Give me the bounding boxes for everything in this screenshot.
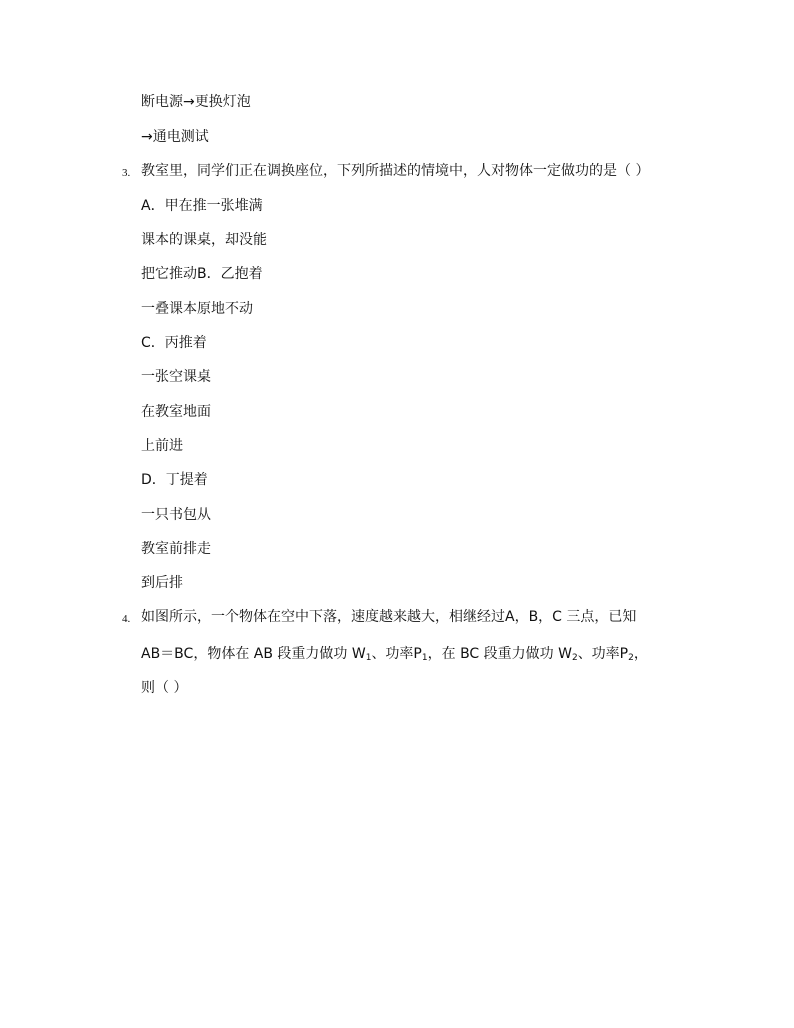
subscript: 2 xyxy=(628,653,634,663)
question-4-line-2-part: AB＝BC，物体在 AB 段重力做功 W xyxy=(141,646,366,662)
question-3-option-line: 把它推动B．乙抱着 xyxy=(141,266,263,282)
question-4-line-1: 如图所示，一个物体在空中下落，速度越来越大，相继经过A，B，C 三点，已知 xyxy=(141,609,637,625)
question-3-option-line: 一叠课本原地不动 xyxy=(141,301,253,317)
subscript: 1 xyxy=(365,653,372,663)
question-3-option-line: 到后排 xyxy=(141,575,183,591)
question-3-option-line: 上前进 xyxy=(141,438,183,454)
question-4-line-2 xyxy=(141,645,648,663)
question-3-option-line: 一张空课桌 xyxy=(141,369,211,385)
continuation-line-2: →通电测试 xyxy=(141,129,209,145)
question-3-option-line: C．丙推着 xyxy=(141,335,207,351)
question-3-option-line: 一只书包从 xyxy=(141,507,211,523)
question-4-line-2-part: 、功率P xyxy=(371,646,422,662)
question-4-number: 4. xyxy=(122,613,131,625)
question-4-line-2-part: ，在 BC 段重力做功 W xyxy=(427,646,572,662)
question-3-option-line: A．甲在推一张堆满 xyxy=(141,198,263,214)
question-3-stem: 教室里，同学们正在调换座位，下列所描述的情境中，人对物体一定做功的是（ ） xyxy=(141,163,650,179)
question-3-number: 3. xyxy=(122,167,131,179)
continuation-line-1: 断电源→更换灯泡 xyxy=(141,94,251,110)
question-3-option-line: D．丁提着 xyxy=(141,472,208,488)
subscript: 1 xyxy=(421,653,428,663)
question-4-line-2-part: 、功率P xyxy=(577,646,629,662)
question-3-option-line: 在教室地面 xyxy=(141,404,211,420)
question-4-line-3: 则（ ） xyxy=(141,680,188,696)
question-4-line-2-part: ， xyxy=(633,646,648,662)
subscript: 2 xyxy=(571,653,578,663)
question-3-option-line: 教室前排走 xyxy=(141,541,211,557)
question-3-option-line: 课本的课桌，却没能 xyxy=(141,232,267,248)
